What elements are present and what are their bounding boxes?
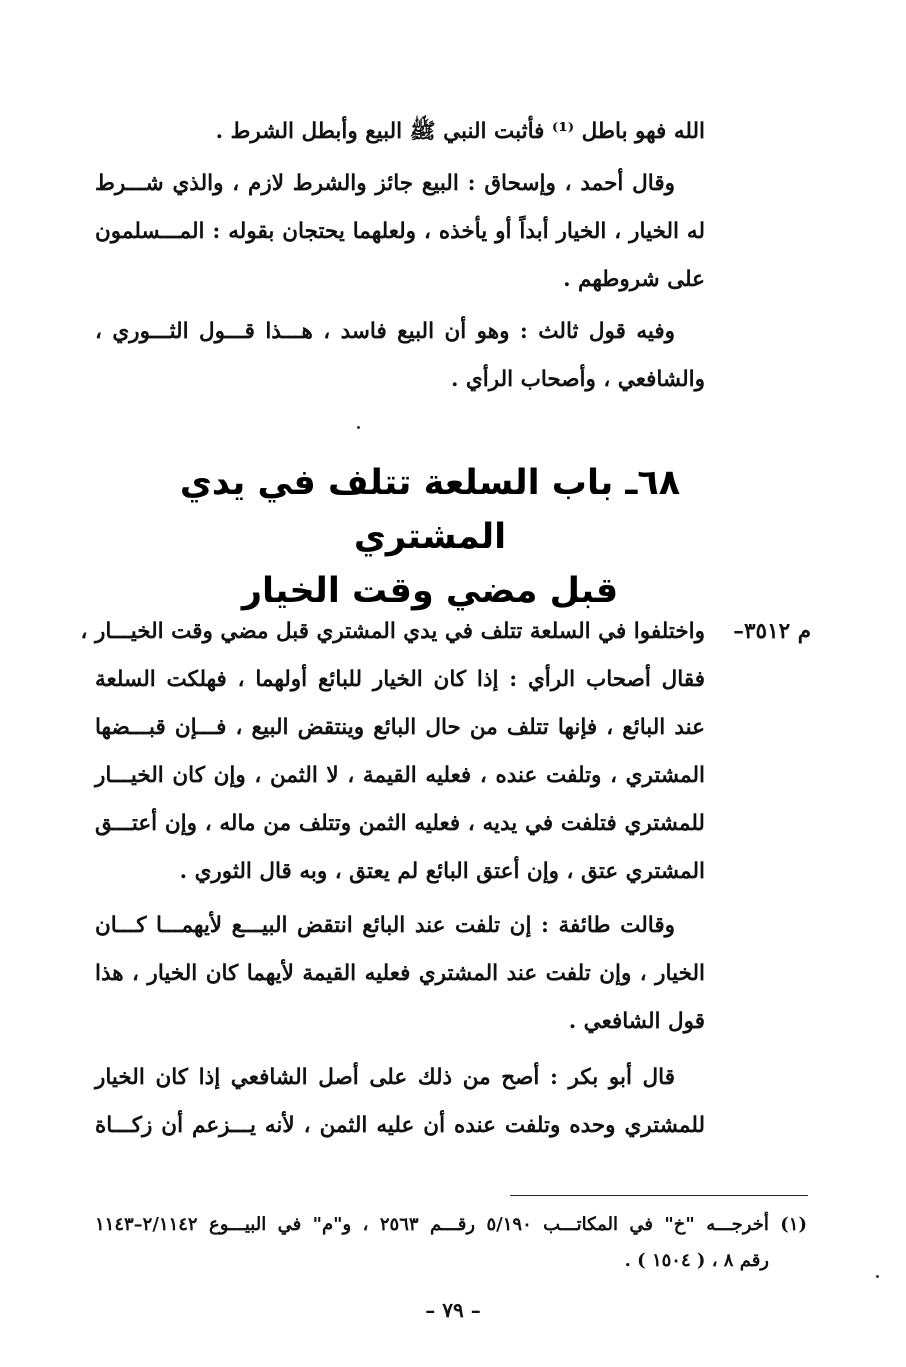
decorative-dot	[876, 1275, 879, 1278]
top-paragraph-3	[95, 308, 705, 404]
text-line: الله فهو باطل ⁽¹⁾ فأثبت النبي ﷺ البيع وأبطل الشرط .	[215, 119, 705, 144]
text-line: للمشتري وحده وتلفت عنده أن عليه الثمن ، لأنه يـــزعم أن زكـــاة	[95, 1113, 705, 1138]
text-line: فقال أصحاب الرأي : إذا كان الخيار للبائع أولهما ، فهلكت السلعة	[95, 667, 705, 692]
body-paragraph-1	[80, 608, 705, 896]
footnote-line: رقم ٨ ، ( ١٥٠٤ ) .	[624, 1250, 769, 1271]
text-line: وقالت طائفة : إن تلفت عند البائع انتقض البيـــع لأيهمـــا كـــان	[95, 913, 675, 938]
text-line: على شروطهم .	[563, 267, 705, 292]
text-line: والشافعي ، وأصحاب الرأي .	[450, 367, 705, 392]
section-heading	[150, 456, 710, 618]
top-paragraph-2	[95, 160, 705, 304]
text-line: له الخيار ، الخيار أبداً أو يأخذه ، ولعلهما يحتجان بقوله : المـــسلمون	[95, 219, 705, 244]
footnote-line: (١) أخرجـــه "خ" في المكاتـــب ٥/١٩٠ رقـــم ٢٥٦٣ ، و"م" في البيـــوع ٢/١١٤٢–١١٤٣	[95, 1214, 807, 1235]
body-paragraph-3	[95, 1054, 705, 1150]
text-line: وفيه قول ثالث : وهو أن البيع فاسد ، هـــذا قـــول الثـــوري ،	[95, 319, 675, 344]
text-line: للمشتري فتلفت في يديه ، فعليه الثمن وتتلف من ماله ، وإن أعتـــق	[95, 811, 705, 836]
body-paragraph-2	[95, 902, 705, 1046]
text-line: المشتري ، وتلفت عنده ، فعليه القيمة ، لا الثمن ، وإن كان الخيـــار	[95, 763, 705, 788]
text-line: قول الشافعي .	[568, 1009, 705, 1034]
page-number: – ٧٩ –	[425, 1298, 481, 1322]
text-line: وقال أحمد ، وإسحاق : البيع جائز والشرط لازم ، والذي شـــرط	[95, 171, 675, 196]
footnote-separator	[510, 1195, 808, 1196]
text-line: الخيار ، وإن تلفت عند المشتري فعليه القيمة لأيهما كان الخيار ، هذا	[95, 961, 705, 986]
text-line: واختلفوا في السلعة تتلف في يدي المشتري قبل مضي وقت الخيـــار ،	[80, 619, 705, 644]
text-line: قال أبو بكر : أصح من ذلك على أصل الشافعي إذا كان الخيار	[95, 1065, 675, 1090]
text-line: المشتري عتق ، وإن أعتق البائع لم يعتق ، وبه قال الثوري .	[179, 859, 705, 884]
text-line: عند البائع ، فإنها تتلف من حال البائع وينتقض البيع ، فـــإن قبـــضها	[95, 715, 705, 740]
decorative-dot	[357, 426, 360, 429]
section-heading-line1: ٦٨ـ باب السلعة تتلف في يدي المشتري	[179, 463, 681, 557]
section-heading-line2: قبل مضي وقت الخيار	[241, 571, 619, 611]
footnote	[95, 1207, 807, 1279]
entry-number: م ٣٥١٢–	[733, 619, 811, 644]
top-paragraph-1	[95, 108, 705, 156]
